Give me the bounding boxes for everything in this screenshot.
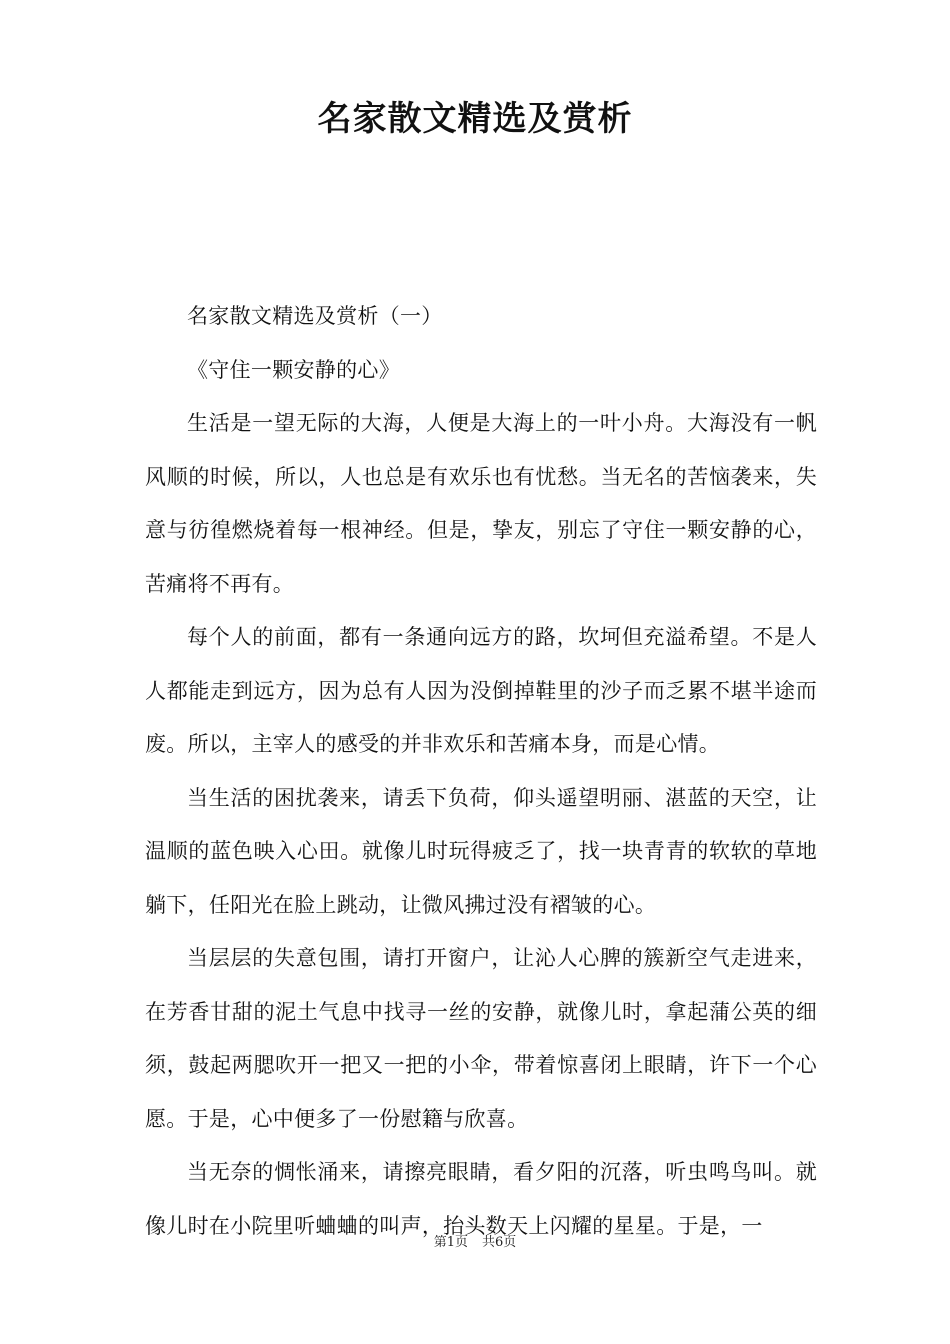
body-paragraph: 当生活的困扰袭来，请丢下负荷，仰头遥望明丽、湛蓝的天空，让温顺的蓝色映入心田。就像儿时玩得疲乏了，找一块青青的软软的草地躺下，任阳光在脸上跳动，让微风拂过没有褶皱的心。	[145, 785, 817, 917]
page-number: 第1页	[433, 1235, 468, 1250]
document-body	[145, 290, 817, 1253]
page-total: 共6页	[482, 1235, 517, 1250]
body-paragraph: 每个人的前面，都有一条通向远方的路，坎坷但充溢希望。不是人人都能走到远方，因为总有人因为没倒掉鞋里的沙子而乏累不堪半途而废。所以，主宰人的感受的并非欢乐和苦痛本身，而是心情。	[145, 625, 817, 756]
essay-title: 《守住一颗安静的心》	[187, 357, 400, 382]
body-paragraph: 当无奈的惆怅涌来，请擦亮眼睛，看夕阳的沉落，听虫鸣鸟叫。就像儿时在小院里听蛐蛐的叫声，抬头数天上闪耀的星星。于是，一	[145, 1160, 817, 1238]
document-title: 名家散文精选及赏析	[317, 99, 633, 139]
body-paragraph: 生活是一望无际的大海，人便是大海上的一叶小舟。大海没有一帆风顺的时候，所以，人也总是有欢乐也有忧愁。当无名的苦恼袭来，失意与彷徨燃烧着每一根神经。但是，挚友，别忘了守住一颗安静的心，苦痛将不再有。	[145, 411, 817, 596]
section-heading: 名家散文精选及赏析（一）	[187, 304, 443, 328]
page-footer	[0, 1233, 950, 1253]
body-paragraph: 当层层的失意包围，请打开窗户，让沁人心脾的簇新空气走进来，在芳香甘甜的泥土气息中找寻一丝的安静，就像儿时，拿起蒲公英的细须，鼓起两腮吹开一把又一把的小伞，带着惊喜闭上眼睛，许下一个心愿。于是，心中便多了一份慰籍与欣喜。	[145, 946, 817, 1131]
